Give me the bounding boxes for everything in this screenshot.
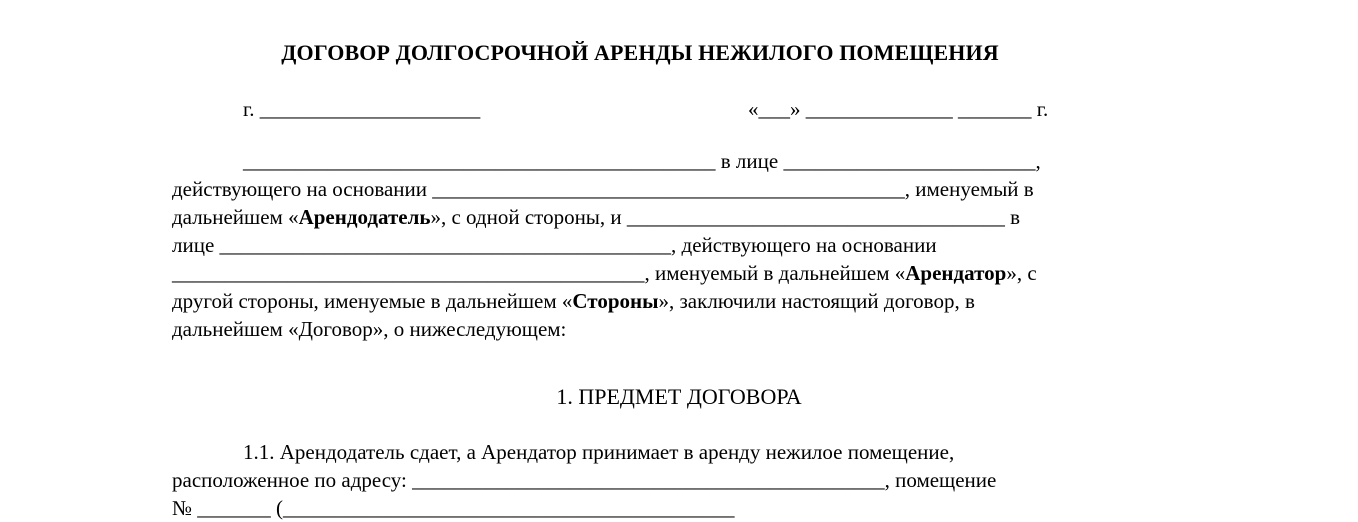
clause-1-1-line-1: 1.1. Арендодатель сдает, а Арендатор принимает в аренду нежилое помещение, xyxy=(243,440,955,464)
section-heading: 1. ПРЕДМЕТ ДОГОВОРА xyxy=(556,384,802,409)
date-line: «___» ______________ _______ г. xyxy=(748,97,1049,121)
intro-line-6-start: другой стороны, именуемые в дальнейшем « xyxy=(172,289,573,313)
intro-line-5-end: », с xyxy=(1006,261,1037,285)
intro-line-5-start: _____________________________________________, именуемый в дальнейшем « xyxy=(172,261,906,285)
intro-line-4: лице ___________________________________________, действующего на основании xyxy=(172,233,937,257)
intro-line-1: _____________________________________________ в лице ________________________, xyxy=(243,149,1041,173)
lessor-term: Арендодатель xyxy=(298,205,431,229)
intro-line-6 xyxy=(172,287,975,315)
intro-line-3 xyxy=(172,203,1020,231)
parties-term: Стороны xyxy=(572,289,659,313)
intro-line-7: дальнейшем «Договор», о нижеследующем: xyxy=(172,317,567,341)
intro-line-3-start: дальнейшем « xyxy=(172,205,299,229)
city-line: г. _____________________ xyxy=(243,97,481,121)
intro-line-6-end: », заключили настоящий договор, в xyxy=(658,289,975,313)
intro-line-3-end: », с одной стороны, и ____________________________________ в xyxy=(430,205,1021,229)
lessee-term: Арендатор xyxy=(905,261,1007,285)
intro-line-5 xyxy=(172,259,1037,287)
clause-1-1-line-2: расположенное по адресу: _____________________________________________, помещение xyxy=(172,468,997,492)
intro-line-2: действующего на основании _____________________________________________, именуемый в xyxy=(172,177,1034,201)
document-title: ДОГОВОР ДОЛГОСРОЧНОЙ АРЕНДЫ НЕЖИЛОГО ПОМЕЩЕНИЯ xyxy=(281,40,999,65)
clause-1-1-line-3: № _______ (___________________________________________ xyxy=(172,496,735,520)
